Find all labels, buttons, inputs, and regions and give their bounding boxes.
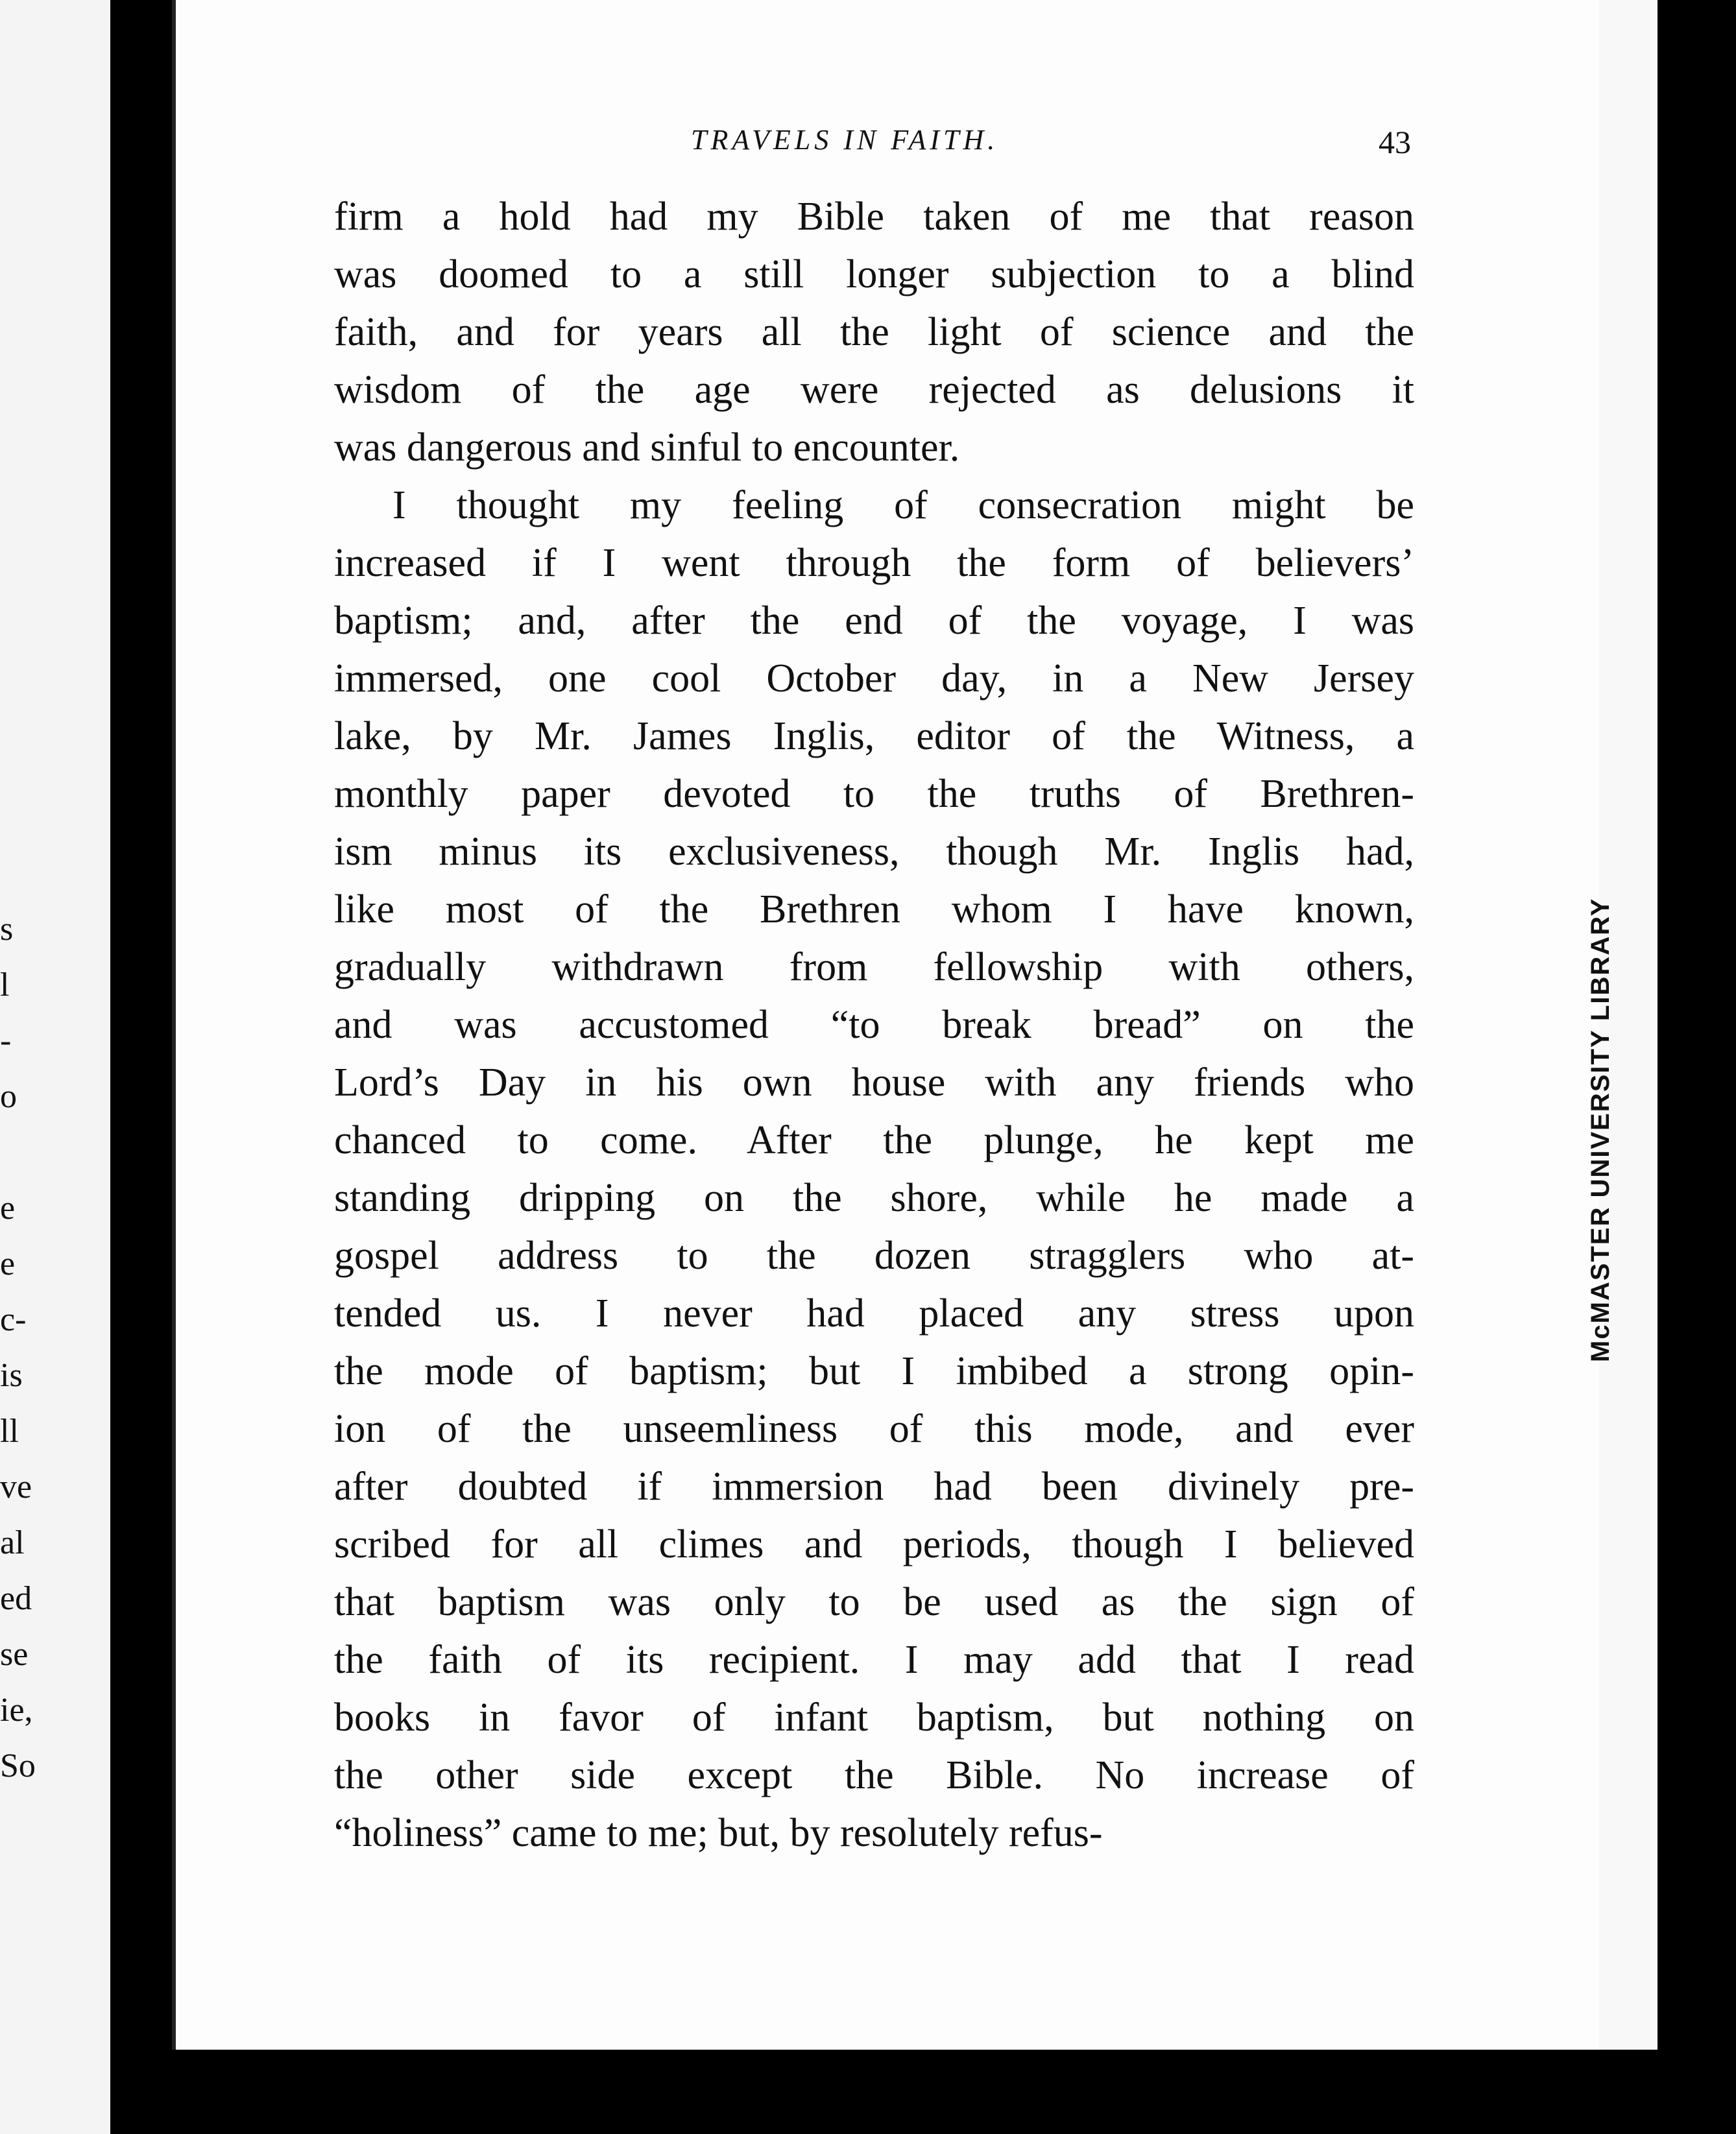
fragment: e: [0, 1245, 16, 1282]
fragment: o: [0, 1078, 17, 1115]
text-line: standing dripping on the shore, while he made a: [334, 1176, 1414, 1220]
body-text: [334, 188, 1414, 1862]
text-line: and was accustomed “to break bread” on the: [334, 1003, 1414, 1047]
book-gutter: [110, 0, 182, 2134]
text-line: ion of the unseemliness of this mode, and ever: [334, 1407, 1414, 1451]
gutter-line: [172, 0, 176, 2050]
text-line: immersed, one cool October day, in a New Jersey: [334, 656, 1414, 701]
text-line: the mode of baptism; but I imbibed a strong opin-: [334, 1349, 1414, 1393]
text-line: gospel address to the dozen stragglers who at-: [334, 1234, 1414, 1278]
fragment: ll: [0, 1413, 19, 1450]
text-line: faith, and for years all the light of science and the: [334, 310, 1414, 354]
text-line: after doubted if immersion had been divinely pre-: [334, 1465, 1414, 1509]
fragment: -: [0, 1022, 12, 1059]
text-line: that baptism was only to be used as the sign of: [334, 1580, 1414, 1624]
text-line: gradually withdrawn from fellowship with others,: [334, 945, 1414, 989]
library-stamp: McMASTER UNIVERSITY LIBRARY: [1586, 897, 1615, 1362]
text-line: the other side except the Bible. No increase of: [334, 1753, 1414, 1797]
text-line: ism minus its exclusiveness, though Mr. Inglis had,: [334, 830, 1414, 874]
text-line: wisdom of the age were rejected as delusions it: [334, 368, 1414, 412]
scan-border-right: [1658, 0, 1736, 2133]
text-line: the faith of its recipient. I may add that I read: [334, 1638, 1414, 1682]
fragment: ve: [0, 1469, 32, 1505]
fragment: ed: [0, 1580, 32, 1617]
text-line: like most of the Brethren whom I have known,: [334, 887, 1414, 931]
running-header: TRAVELS IN FAITH.: [691, 124, 999, 156]
text-line: books in favor of infant baptism, but nothing on: [334, 1696, 1414, 1740]
fragment: se: [0, 1636, 29, 1673]
fragment: ie,: [0, 1692, 33, 1729]
fragment: c-: [0, 1301, 27, 1338]
fragment: e: [0, 1190, 16, 1227]
text-line: “holiness” came to me; but, by resolutely refus-: [334, 1811, 1103, 1855]
facing-page-fragments: [0, 902, 58, 1794]
text-line: baptism; and, after the end of the voyage, I was: [334, 599, 1414, 643]
text-line: Lord’s Day in his own house with any friends who: [334, 1061, 1414, 1105]
text-line: lake, by Mr. James Inglis, editor of the Witness, a: [334, 714, 1414, 758]
text-line: was dangerous and sinful to encounter.: [334, 426, 960, 470]
fragment: So: [0, 1747, 36, 1784]
fragment: l: [0, 966, 10, 1003]
text-line: increased if I went through the form of believers’: [334, 541, 1414, 585]
text-line: I thought my feeling of consecration might be: [392, 483, 1414, 527]
fragment: s: [0, 911, 14, 948]
text-line: monthly paper devoted to the truths of Brethren-: [334, 772, 1414, 816]
page-number: 43: [1379, 124, 1411, 160]
text-line: was doomed to a still longer subjection to a blind: [334, 252, 1414, 296]
scan-border-bottom: [175, 2050, 1736, 2133]
fragment: is: [0, 1357, 23, 1394]
text-line: tended us. I never had placed any stress upon: [334, 1291, 1414, 1336]
fragment: [0, 1125, 58, 1181]
text-line: scribed for all climes and periods, though I believed: [334, 1522, 1414, 1566]
fragment: al: [0, 1524, 25, 1561]
text-line: chanced to come. After the plunge, he kept me: [334, 1118, 1414, 1162]
text-line: firm a hold had my Bible taken of me that reason: [334, 195, 1414, 239]
